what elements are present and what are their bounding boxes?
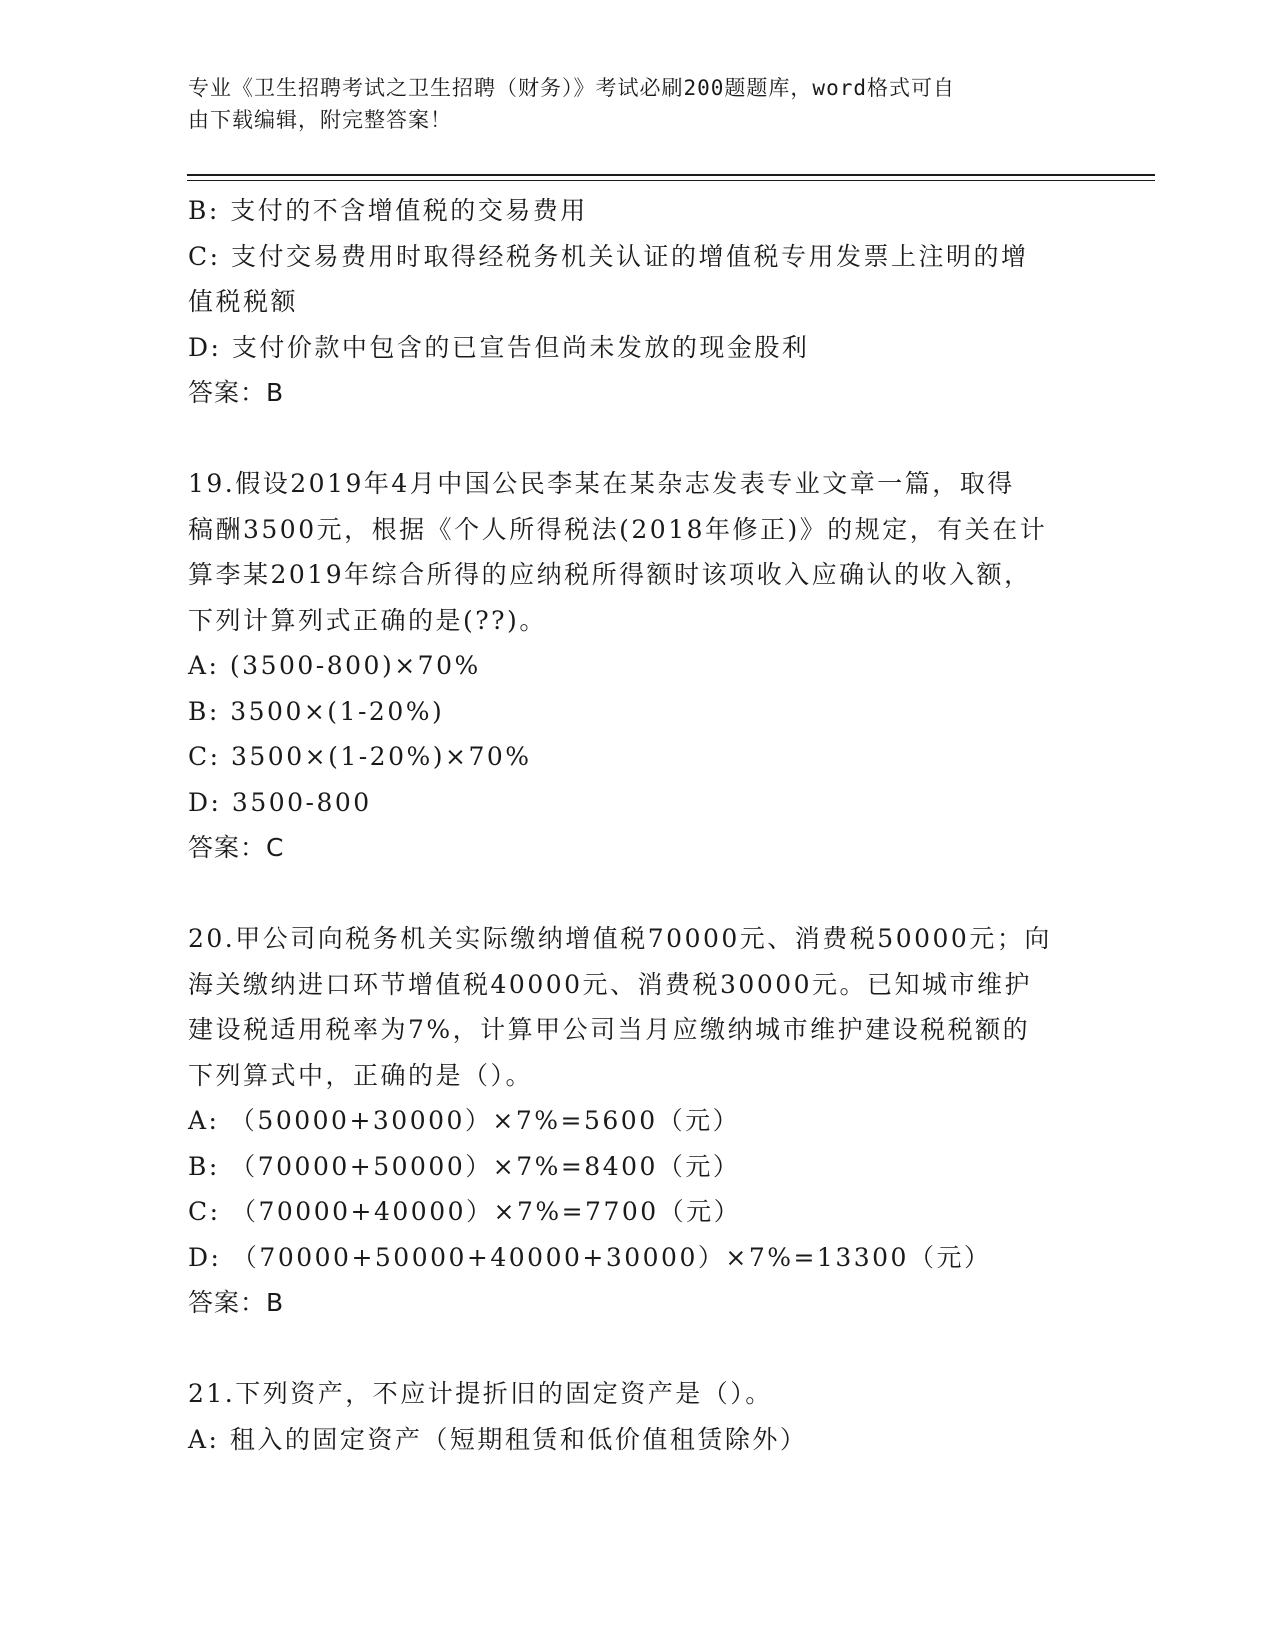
q19-option-c: C: 3500×(1-20%)×70% <box>188 742 532 771</box>
question-19 <box>188 461 1088 871</box>
header-line-2: 由下载编辑，附完整答案！ <box>188 108 452 132</box>
q19-stem-line-4: 下列计算列式正确的是(??)。 <box>188 605 547 635</box>
q19-stem-line-3: 算李某2019年综合所得的应纳税所得额时该项收入应确认的收入额， <box>188 560 1032 589</box>
question-21 <box>188 1371 1088 1462</box>
q18-option-b: B: 支付的不含增值税的交易费用 <box>188 196 588 225</box>
spacer <box>188 1326 1088 1372</box>
q19-stem-line-2: 稿酬3500元，根据《个人所得税法(2018年修正)》的规定，有关在计 <box>188 514 1048 544</box>
spacer <box>188 416 1088 462</box>
q20-option-a: A: （50000+30000）×7%=5600（元） <box>188 1106 741 1135</box>
spacer <box>188 871 1088 917</box>
q20-stem-line-3: 建设税适用税率为7%，计算甲公司当月应缴纳城市维护建设税税额的 <box>188 1015 1031 1044</box>
q19-option-d: D: 3500-800 <box>188 787 372 817</box>
q18-answer: 答案：B <box>188 378 285 407</box>
q20-stem-line-2: 海关缴纳进口环节增值税40000元、消费税30000元。已知城市维护 <box>188 969 1033 999</box>
header-rule-thick <box>187 174 1155 176</box>
question-20 <box>188 916 1088 1326</box>
q18-option-c-line-1: C: 支付交易费用时取得经税务机关认证的增值税专用发票上注明的增 <box>188 241 1029 271</box>
q19-option-b: B: 3500×(1-20%) <box>188 696 445 726</box>
q20-option-c: C: （70000+40000）×7%=7700（元） <box>188 1197 742 1226</box>
document-header <box>188 72 1088 136</box>
q19-stem-line-1: 19.假设2019年4月中国公民李某在某杂志发表专业文章一篇，取得 <box>188 469 1015 498</box>
q20-stem-line-4: 下列算式中，正确的是（）。 <box>188 1060 534 1090</box>
question-18 <box>188 188 1088 416</box>
header-line-1: 专业《卫生招聘考试之卫生招聘（财务）》考试必刷200题题库，word格式可自 <box>188 76 955 100</box>
q19-option-a: A: (3500-800)×70% <box>188 651 481 680</box>
q20-option-d: D: （70000+50000+40000+30000）×7%=13300（元） <box>188 1242 992 1272</box>
document-body <box>188 188 1088 1462</box>
q20-answer: 答案：B <box>188 1288 285 1317</box>
q20-stem-line-1: 20.甲公司向税务机关实际缴纳增值税70000元、消费税50000元；向 <box>188 924 1052 953</box>
q19-answer: 答案：C <box>188 833 285 862</box>
q18-option-c-line-2: 值税税额 <box>188 287 299 316</box>
q18-option-d: D: 支付价款中包含的已宣告但尚未发放的现金股利 <box>188 332 810 362</box>
q21-stem-line-1: 21.下列资产，不应计提折旧的固定资产是（）。 <box>188 1379 773 1408</box>
header-rule-thin <box>187 180 1155 181</box>
q21-option-a: A: 租入的固定资产（短期租赁和低价值租赁除外） <box>188 1424 808 1454</box>
q20-option-b: B: （70000+50000）×7%=8400（元） <box>188 1151 741 1181</box>
